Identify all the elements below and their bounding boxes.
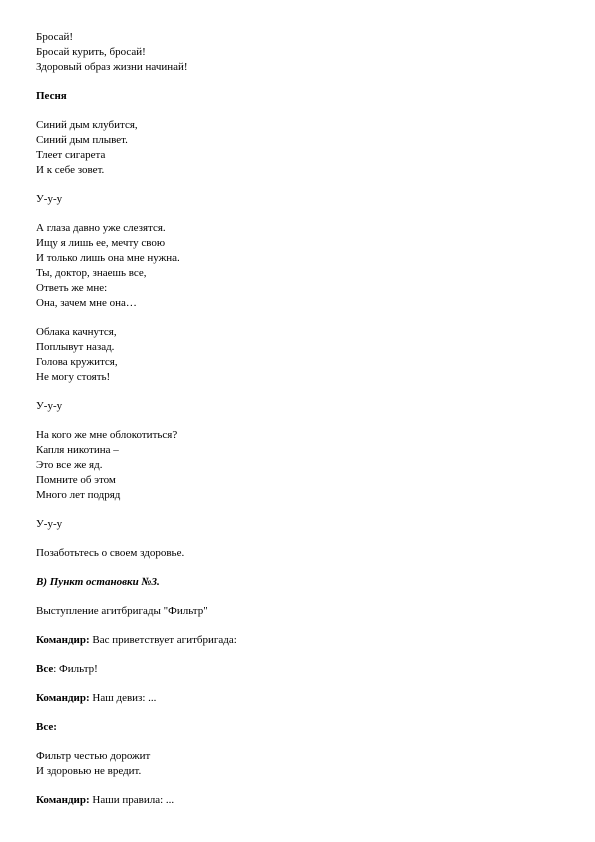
verse-1-line-1: Синий дым клубится,: [36, 119, 138, 131]
verse-4-line-1: На кого же мне облокотиться?: [36, 429, 178, 441]
dialogue-line-2: [36, 662, 556, 677]
verse-2-line-1: А глаза давно уже слезятся.: [36, 222, 166, 234]
verse-2-line-3: И только лишь она мне нужна.: [36, 252, 180, 264]
verse-4-line-5: Много лет подряд: [36, 489, 121, 501]
verse-1-line-2: Синий дым плывет.: [36, 134, 128, 146]
verse-2-line-6: Она, зачем мне она…: [36, 297, 137, 309]
verse-2-line-2: Ищу я лишь ее, мечту свою: [36, 237, 166, 249]
dialogue-text-4: Наши правила: ...: [89, 794, 175, 806]
verse-3-line-3: Голова кружится,: [36, 356, 118, 368]
motto-line-1: Фильтр честью дорожит: [36, 750, 151, 762]
verse-3-line-2: Поплывут назад.: [36, 341, 115, 353]
verse-1-line-3: Тлеет сигарета: [36, 149, 106, 161]
verse-3-line-4: Не могу стоять!: [36, 371, 111, 383]
refrain-1: У-у-у: [36, 193, 63, 205]
dialogue-text-3: Наш девиз: ...: [89, 692, 157, 704]
dialogue-text-1: Вас приветствует агитбригада:: [89, 634, 237, 646]
refrain-2: У-у-у: [36, 400, 63, 412]
speaker-all-heading: Все:: [36, 721, 57, 733]
speaker-commander: Командир:: [36, 634, 90, 646]
song-heading: Песня: [36, 90, 67, 102]
verse-4-line-3: Это все же яд.: [36, 459, 103, 471]
stanza-1-line-1: Бросай!: [36, 31, 74, 43]
motto-line-2: И здоровью не вредит.: [36, 765, 142, 777]
dialogue-line-1: [36, 633, 556, 648]
speaker-commander: Командир:: [36, 692, 90, 704]
document-page: [36, 30, 556, 808]
stanza-1-line-2: Бросай курить, бросай!: [36, 46, 146, 58]
performance-line: Выступление агитбригады "Фильтр": [36, 605, 208, 617]
verse-1-line-4: И к себе зовет.: [36, 164, 105, 176]
verse-3-line-1: Облака качнутся,: [36, 326, 117, 338]
verse-2-line-4: Ты, доктор, знаешь все,: [36, 267, 147, 279]
speaker-all: Все: [36, 663, 54, 675]
verse-4-line-4: Помните об этом: [36, 474, 116, 486]
dialogue-text-2: : Фильтр!: [53, 663, 98, 675]
dialogue-line-4: [36, 793, 556, 808]
refrain-3: У-у-у: [36, 518, 63, 530]
verse-2-line-5: Ответь же мне:: [36, 282, 108, 294]
verse-4-line-2: Капля никотина –: [36, 444, 119, 456]
stanza-1-line-3: Здоровый образ жизни начинай!: [36, 61, 188, 73]
speaker-commander: Командир:: [36, 794, 90, 806]
dialogue-line-3: [36, 691, 556, 706]
section-heading: В) Пункт остановки №3.: [36, 576, 160, 588]
closing-line: Позаботьтесь о своем здоровье.: [36, 547, 185, 559]
